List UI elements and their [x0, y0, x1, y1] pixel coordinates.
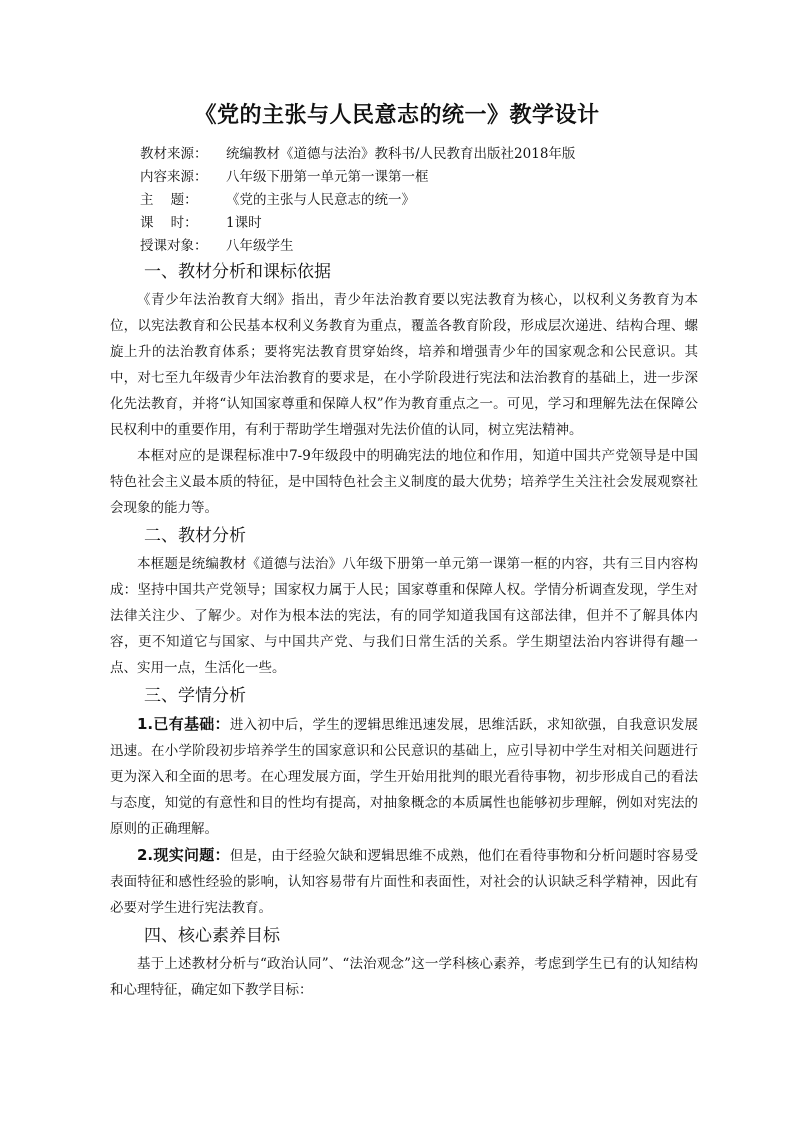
document-body	[110, 257, 698, 1003]
meta-row-class-hours	[140, 212, 700, 235]
section-heading-student-analysis: 三、学情分析	[144, 686, 246, 706]
document-title: 《党的主张与人民意志的统一》教学设计	[194, 103, 600, 128]
meta-label: 主 题：	[140, 192, 198, 208]
paragraph: 基于上述教材分析与“政治认同”、“法治观念”这一学科核心素养，考虑到学生已有的认知结构和心理特征，确定如下教学目标：	[110, 956, 698, 998]
meta-value: 《党的主张与人民意志的统一》	[226, 192, 415, 208]
meta-row-textbook-source	[140, 143, 700, 166]
meta-label: 授课对象：	[140, 238, 208, 254]
meta-label: 内容来源：	[140, 169, 208, 185]
meta-block	[140, 143, 700, 258]
meta-row-topic	[140, 189, 700, 212]
paragraph: 本框题是统编教材《道德与法治》八年级下册第一单元第一课第一框的内容，共有三目内容构成：坚持中国共产党领导；国家权力属于人民；国家尊重和保障人权。学情分析调查发现，学生对法律关注少、了解少。对作为根本法的宪法，有的同学知道我国有这部法律，但并不了解具体内容，更不知道它与国家、与中国共产党、与我们日常生活的关系。学生期望法治内容讲得有趣一点、实用一点，生活化一些。	[110, 556, 698, 676]
paragraph-text: 但是，由于经验欠缺和逻辑思维不成熟，他们在看待事物和分析问题时容易受表面特征和感性经验的影响，认知容易带有片面性和表面性，对社会的认识缺乏科学精神，因此有必要对学生进行宪法教育。	[110, 848, 699, 916]
section-heading-core-literacy-goals: 四、核心素养目标	[144, 926, 280, 946]
meta-row-content-source	[140, 166, 700, 189]
meta-value: 1课时	[226, 215, 262, 231]
paragraph-existing-foundation	[110, 711, 698, 842]
paragraph-lead: 2.现实问题：	[137, 846, 230, 864]
section-heading-textbook-analysis: 二、教材分析	[144, 526, 246, 546]
section-heading-textbook-analysis-and-standards: 一、教材分析和课标依据	[144, 262, 331, 282]
paragraph-real-problems	[110, 842, 698, 921]
meta-label: 教材来源：	[140, 146, 208, 162]
paragraph: 《青少年法治教育大纲》指出，青少年法治教育要以宪法教育为核心，以权利义务教育为本位，以宪法教育和公民基本权利义务教育为重点，覆盖各教育阶段，形成层次递进、结构合理、螺旋上升的法治教育体系；要将宪法教育贯穿始终，培养和增强青少年的国家观念和公民意识。其中，对七至九年级青少年法治教育的要求是，在小学阶段进行宪法和法治教育的基础上，进一步深化先法教育，并将“认知国家尊重和保障人权”作为教育重点之一。可见，学习和理解先法在保障公民权利中的重要作用，有利于帮助学生增强对先法价值的认同，树立宪法精神。	[110, 292, 698, 438]
paragraph-text: 进入初中后，学生的逻辑思维迅速发展，思维活跃，求知欲强，自我意识发展迅速。在小学阶段初步培养学生的国家意识和公民意识的基础上，应引导初中学生对相关问题进行更为深入和全面的思考。在心理发展方面，学生开始用批判的眼光看待事物，初步形成自己的看法与态度，知觉的有意性和目的性均有提高，对抽象概念的本质属性也能够初步理解，例如对宪法的原则的正确理解。	[110, 717, 699, 837]
paragraph: 本框对应的是课程标准中7-9年级段中的明确宪法的地位和作用，知道中国共产党领导是中国特色社会主义最本质的特征，是中国特色社会主义制度的最大优势；培养学生关注社会发展观察社会现象的能力等。	[110, 448, 698, 516]
meta-value: 八年级学生	[226, 238, 294, 254]
paragraph-lead: 1.已有基础：	[137, 715, 230, 733]
meta-label: 课 时：	[140, 215, 198, 231]
meta-row-audience	[140, 235, 700, 258]
meta-value: 统编教材《道德与法治》教科书/人民教育出版社2018年版	[226, 146, 576, 162]
meta-value: 八年级下册第一单元第一课第一框	[226, 169, 429, 185]
